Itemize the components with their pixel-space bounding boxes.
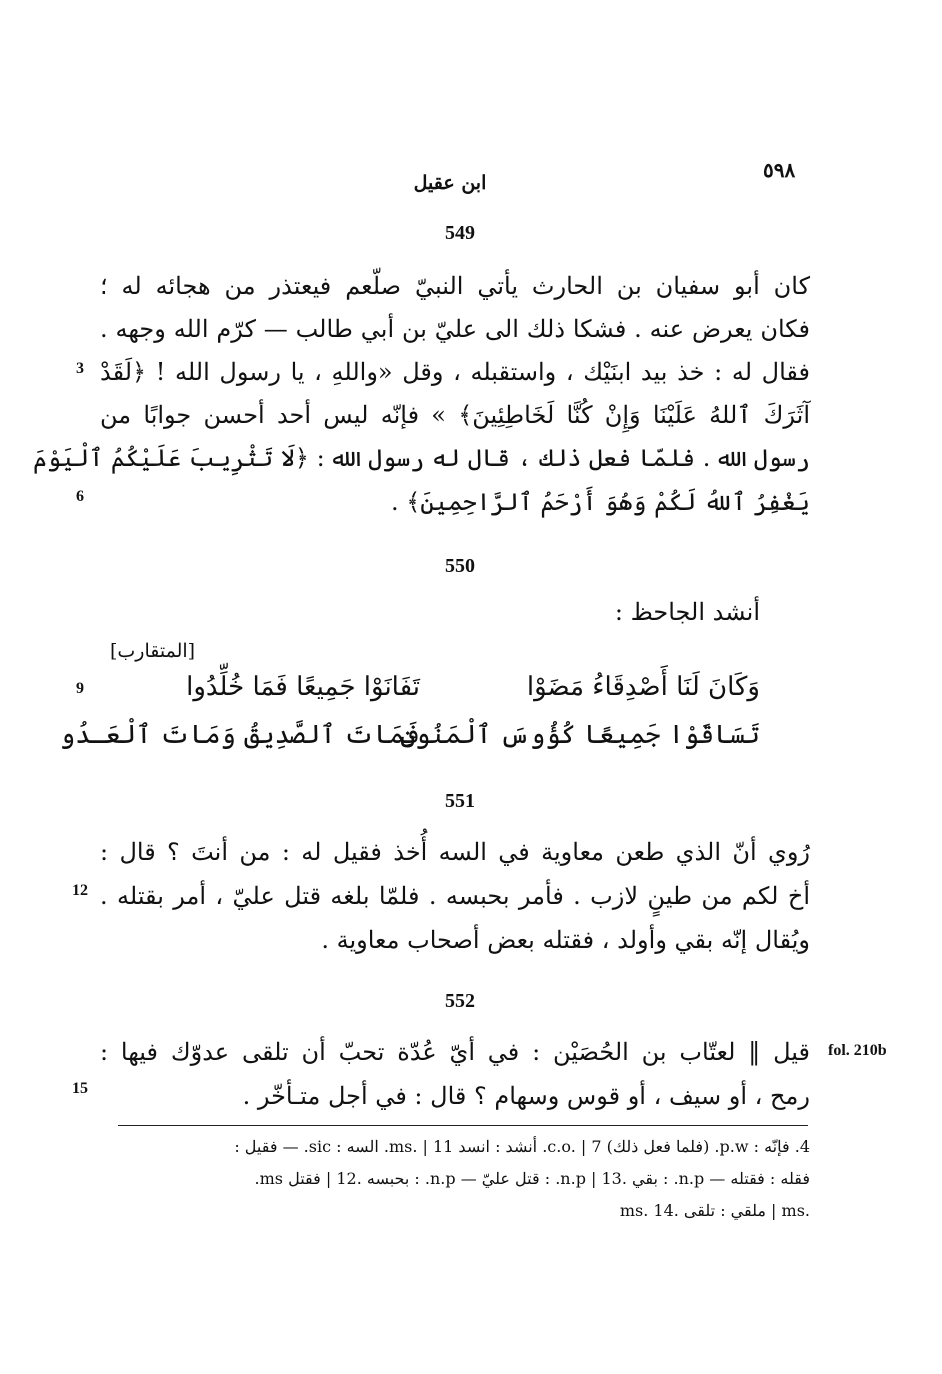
- text-line: قيل ‖ لعتّاب بن الحُصَيْن : في أيّ عُدّة تحبّ أن تلقى عدوّك فيها :: [100, 1038, 810, 1066]
- meter-label: [المتقارب]: [110, 640, 196, 662]
- running-head: ابن عقيل: [413, 172, 487, 194]
- line-number: 12: [72, 882, 88, 899]
- footnote-line: 4. فإنّه : p.w. (فلما فعل ذلك) c.o. | 7. أنشد : انسد ms. | 11. السه : sic. — فقيل :: [234, 1137, 810, 1156]
- text-line: آثَرَكَ ٱللهُ عَلَيْنَا وَإِنْ كُنَّا لَخَاطِئِينَ﴾ » فإنّه ليس أحد أحسن جوابًا من: [100, 401, 810, 429]
- section-number-551: 551: [445, 790, 475, 812]
- line-number: 9: [76, 680, 84, 697]
- verse-intro: أنشد الجاحظ :: [614, 598, 760, 626]
- verse-row: [60, 720, 760, 768]
- footnote-rule: [118, 1125, 808, 1126]
- text-line: فقال له : خذ بيد ابنَيْك ، واستقبله ، وقل «واللهِ ، يا رسول الله ! ﴿لَقَدْ: [100, 358, 810, 386]
- verse-hemistich: تَسَاقَوْا جَمِيعًا كُؤُوسَ ٱلْمَنُونِ: [400, 720, 760, 750]
- folio-marker: fol. 210b: [828, 1042, 887, 1059]
- footnote-line: ms. ملقي : تلقى .14 | ms.: [619, 1201, 810, 1220]
- text-line: ويُقال إنّه بقي وأولد ، فقتله بعض أصحاب معاوية .: [321, 926, 810, 954]
- verse-hemistich: فَمَاتَ ٱلصَّدِيقُ وَمَاتَ ٱلْعَـدُو: [60, 720, 420, 750]
- footnote-line: فقله : فقتله — n.p. : بقي .13 | n.p. : قتل عليّ — n.p. : بحبسه .12 | فقتل ms.: [254, 1169, 810, 1188]
- text-line: رمح ، أو سيف ، أو قوس وسهام ؟ قال : في أجل متـأخّر .: [242, 1082, 810, 1110]
- verse-row: [110, 672, 760, 720]
- text-line: رسول الله . فلمّا فعل ذلك ، قال له رسول الله : ﴿لَا تَثْرِيبَ عَلَيْكُمُ ٱلْيَوْمَ: [32, 444, 810, 472]
- text-line: رُوي أنّ الذي طعن معاوية في السه أُخذ فقيل له : من أنتَ ؟ قال :: [100, 838, 810, 866]
- verse-hemistich: وَكَانَ لَنَا أَصْدِقَاءُ مَضَوْا: [526, 672, 760, 702]
- page-number: ٥٩٨: [763, 158, 796, 182]
- text-line: فكان يعرض عنه . فشكا ذلك الى عليّ بن أبي طالب — كرّم الله وجهه .: [100, 315, 810, 343]
- section-number-549: 549: [445, 222, 475, 244]
- line-number: 6: [76, 488, 84, 505]
- verse-hemistich: تَفَانَوْا جَمِيعًا فَمَا خُلِّدُوا: [186, 672, 420, 702]
- text-line: يَغْفِرُ ٱللهُ لَكُمْ وَهُوَ أَرْحَمُ ٱلرَّاحِمِينَ﴾ .: [390, 488, 810, 516]
- line-number: 3: [76, 360, 84, 377]
- section-number-552: 552: [445, 990, 475, 1012]
- text-line: أخ لكم من طينٍ لازب . فأمر بحبسه . فلمّا بلغه قتل عليّ ، أمر بقتله .: [100, 882, 810, 910]
- line-number: 15: [72, 1080, 88, 1097]
- section-number-550: 550: [445, 555, 475, 577]
- text-line: كان أبو سفيان بن الحارث يأتي النبيّ صلّعم فيعتذر من هجائه له ؛: [100, 272, 810, 300]
